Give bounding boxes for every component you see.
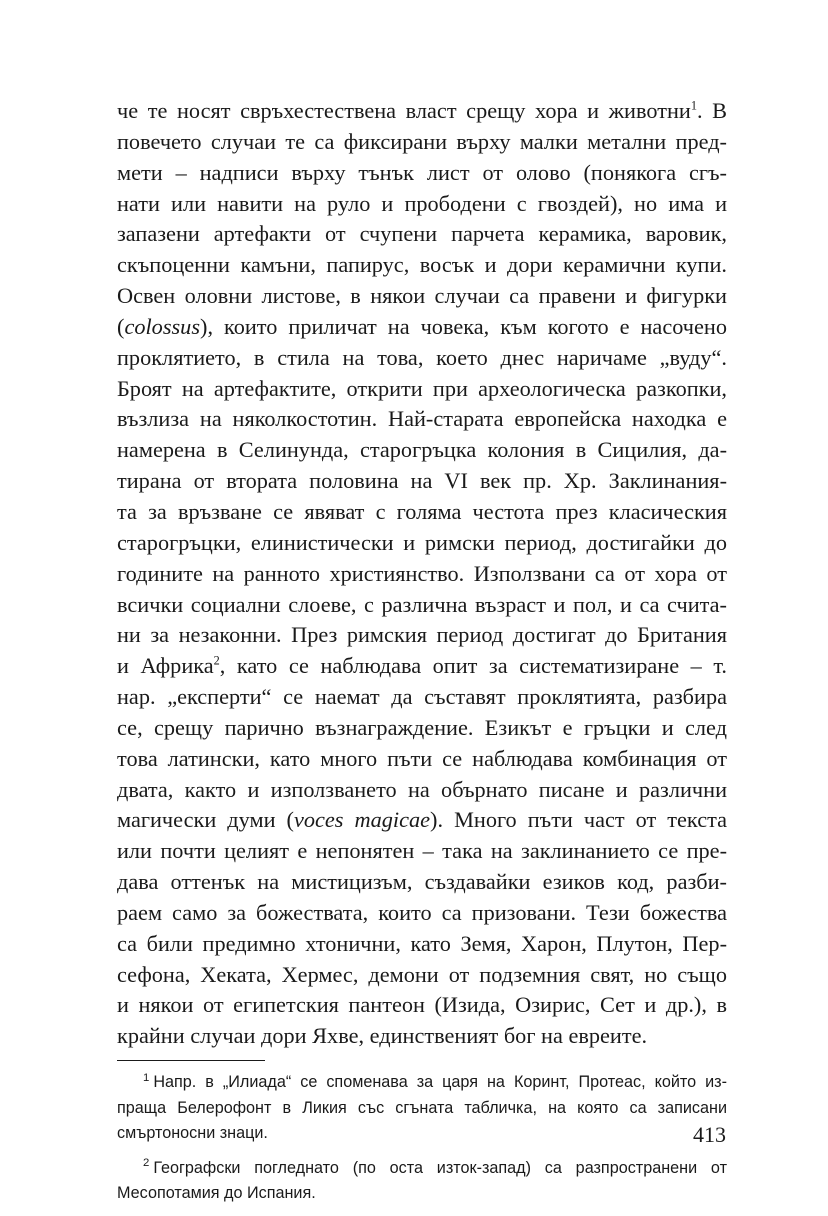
text-line: и някои от египетския пантеон (Изида, Озирис, Сет и др.), в	[117, 992, 727, 1018]
footnote-line: $^1$ Напр. в „Илиада“ се споменава за царя на Коринт, Протеас, който из-	[143, 1071, 727, 1092]
text-line: и Африка$^2$, като се наблюдава опит за систематизиране – т.	[117, 653, 727, 679]
text-line: или почти целият е непонятен – така на заклинанието се пре-	[117, 838, 727, 864]
text-line: крайни случаи дори Яхве, единственият бог на евреите.	[117, 1023, 648, 1049]
page-content	[117, 96, 727, 1216]
text-line: дава оттенък на мистицизъм, създавайки езиков код, разби-	[117, 869, 727, 895]
text-line: всички социални слоеве, с различна възраст и пол, и са счита-	[117, 591, 727, 617]
footnote-divider	[117, 1060, 265, 1061]
text-line: магически думи (voces magicae). Много пъти част от текста	[117, 807, 728, 833]
italic-term: colossus	[124, 313, 201, 339]
text-line: запазени артефакти от счупени парчета керамика, варовик,	[117, 221, 727, 247]
footnote-mark: 2	[143, 1157, 150, 1170]
footnotes-section	[117, 1070, 727, 1207]
footnote-line: смъртоносни знаци.	[117, 1124, 268, 1143]
text-line: (colossus), които приличат на човека, към когото е насочено	[117, 313, 727, 339]
text-line: тирана от втората половина на VI век пр. Хр. Заклинания-	[117, 468, 727, 494]
text-line: това латински, като много пъти се наблюдава комбинация от	[117, 745, 727, 771]
text-line: годините на ранното християнство. Използвани са от хора от	[117, 560, 727, 586]
footnote-line: $^2$ Географски погледнато (по оста изток-запад) са разпространени от	[143, 1157, 727, 1177]
footnote-1	[117, 1070, 727, 1147]
text-line: се, срещу парично възнаграждение. Езикът е гръцки и след	[117, 714, 727, 740]
main-paragraph	[117, 96, 727, 1052]
text-line: та за връзване се явяват с голяма честота през класическия	[117, 498, 727, 524]
text-line: сефона, Хеката, Хермес, демони от подземния свят, но също	[117, 961, 727, 987]
text-line: Освен оловни листове, в някои случаи са правени и фигурки	[117, 283, 727, 309]
footnote-ref-2[interactable]: 2	[213, 653, 220, 668]
text-line: ни за незаконни. През римския период достигат до Британия	[117, 622, 727, 648]
footnote-2	[117, 1156, 727, 1207]
text-line: старогръцки, елинистически и римски период, достигайки до	[117, 529, 727, 555]
text-line: повечето случаи те са фиксирани върху малки метални пред-	[117, 128, 727, 154]
text-line: са били предимно хтонични, като Земя, Харон, Плутон, Пер-	[117, 930, 727, 956]
text-line: двата, както и използването на обърнато писане и различни	[117, 776, 727, 802]
text-line: Броят на артефактите, открити при археологическа разкопки,	[117, 375, 727, 401]
text-line: че те носят свръхестествена власт срещу хора и животни$^1$. В	[117, 98, 727, 123]
text-line: намерена в Селинунда, старогръцка колония в Сицилия, да-	[117, 437, 727, 463]
footnote-mark: 1	[143, 1071, 150, 1084]
italic-term: voces magicae	[293, 807, 431, 833]
footnote-line: праща Белерофонт в Ликия със сгъната табличка, на която са записани	[117, 1098, 727, 1117]
page-number: 413	[693, 1122, 726, 1147]
text-line: проклятието, в стила на това, което днес наричаме „вуду“.	[117, 344, 727, 370]
text-line: нар. „експерти“ се наемат да съставят проклятията, разбира	[117, 684, 727, 710]
text-line: скъпоценни камъни, папирус, восък и дори керамични купи.	[117, 252, 727, 278]
text-line: раем само за божествата, които са призовани. Тези божества	[117, 899, 727, 925]
text-line: мети – надписи върху тънък лист от олово (понякога сгъ-	[117, 159, 727, 185]
footnote-ref-1[interactable]: 1	[690, 98, 697, 113]
text-line: нати или навити на руло и прободени с гвоздей), но има и	[117, 190, 727, 216]
footnote-line: Месопотамия до Испания.	[117, 1184, 316, 1203]
text-line: възлиза на няколкостотин. Най-старата европейска находка е	[117, 406, 727, 432]
